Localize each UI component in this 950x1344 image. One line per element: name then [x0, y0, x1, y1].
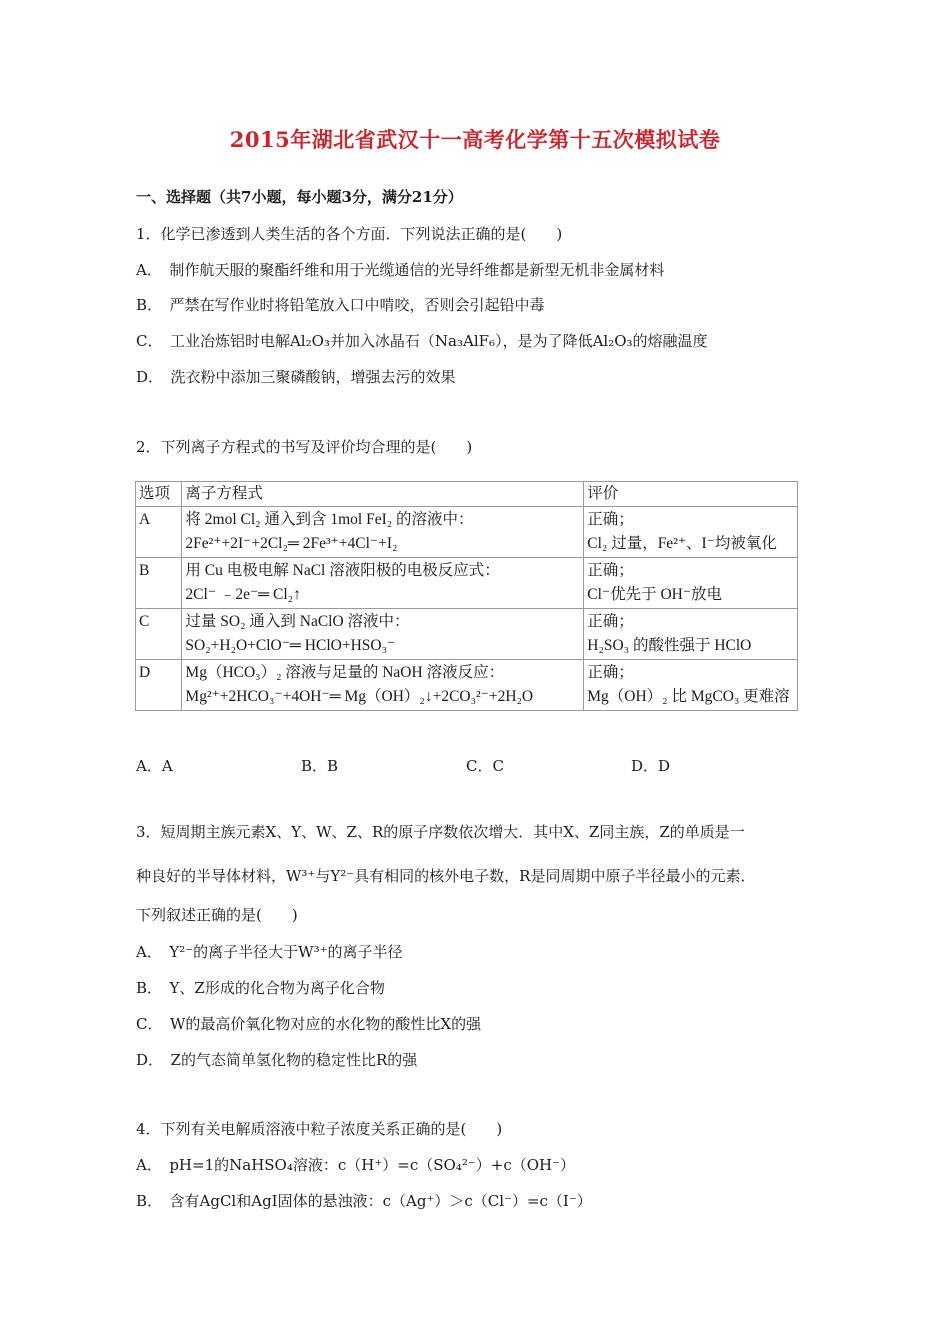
evaluation-line: 正确； — [587, 613, 634, 630]
equation-line: 2Fe²⁺+2I⁻+2Cl₂═ 2Fe³⁺+4Cl⁻+I₂ — [185, 535, 398, 552]
row-evaluation — [584, 558, 798, 609]
evaluation-line: Cl⁻优先于 OH⁻放电 — [587, 586, 723, 603]
table-row — [136, 609, 798, 660]
q4-option-a: A． pH=1的NaHSO₄溶液：c（H⁺）=c（SO₄²⁻）+c（OH⁻） — [136, 1156, 576, 1174]
table-row — [136, 507, 798, 558]
q3-stem-line1: 3．短周期主族元素X、Y、W、Z、R的原子序数依次增大．其中X、Z同主族，Z的单质是一 — [136, 823, 745, 841]
header-evaluation: 评价 — [584, 482, 798, 507]
evaluation-line: Mg（OH）₂ 比 MgCO₃ 更难溶 — [587, 688, 790, 705]
row-option: C — [136, 609, 182, 660]
q3-option-b: B． Y、Z形成的化合物为离子化合物 — [136, 979, 385, 997]
equation-line: 将 2mol Cl₂ 通入到含 1mol FeI₂ 的溶液中： — [185, 511, 474, 528]
evaluation-line: 正确； — [587, 511, 634, 528]
header-option: 选项 — [136, 482, 182, 507]
table-row — [136, 660, 798, 711]
q3-stem-line2: 种良好的半导体材料，W³⁺与Y²⁻具有相同的核外电子数，R是同周期中原子半径最小的元素． — [136, 867, 756, 885]
q2-choices — [136, 755, 836, 776]
equation-line: 用 Cu 电极电解 NaCl 溶液阳极的电极反应式： — [185, 562, 500, 579]
q3-option-d: D． Z的气态简单氢化物的稳定性比R的强 — [136, 1051, 418, 1069]
q2-stem: 2．下列离子方程式的书写及评价均合理的是( ) — [136, 438, 473, 456]
row-evaluation — [584, 609, 798, 660]
row-evaluation — [584, 660, 798, 711]
row-equation — [182, 558, 584, 609]
q1-option-d: D． 洗衣粉中添加三聚磷酸钠，增强去污的效果 — [136, 368, 456, 386]
q2-choice-a: A．A — [136, 757, 173, 775]
equation-line: 2Cl⁻ ﹣2e⁻═ Cl₂↑ — [185, 586, 301, 603]
section-heading: 一、选择题（共7小题，每小题3分，满分21分） — [136, 188, 463, 206]
row-option: B — [136, 558, 182, 609]
evaluation-line: Cl₂ 过量，Fe²⁺、I⁻均被氧化 — [587, 535, 777, 552]
q1-option-c: C． 工业冶炼铝时电解Al₂O₃并加入冰晶石（Na₃AlF₆），是为了降低Al₂O₃的熔融温度 — [136, 332, 708, 350]
row-equation — [182, 660, 584, 711]
q1-stem: 1．化学已渗透到人类生活的各个方面．下列说法正确的是( ) — [136, 225, 563, 243]
row-equation — [182, 507, 584, 558]
q2-choice-b: B．B — [301, 757, 339, 775]
q1-option-b: B． 严禁在写作业时将铅笔放入口中啃咬，否则会引起铅中毒 — [136, 296, 545, 314]
q2-choice-c: C．C — [466, 757, 504, 775]
page-title: 2015年湖北省武汉十一高考化学第十五次模拟试卷 — [229, 127, 721, 152]
q3-option-c: C． W的最高价氧化物对应的水化物的酸性比X的强 — [136, 1015, 482, 1033]
q3-option-a: A． Y²⁻的离子半径大于W³⁺的离子半径 — [136, 943, 403, 961]
q2-table — [135, 481, 798, 711]
table-header-row — [136, 482, 798, 507]
table-row — [136, 558, 798, 609]
q3-stem-line3: 下列叙述正确的是( ) — [136, 906, 298, 924]
row-evaluation — [584, 507, 798, 558]
evaluation-line: 正确； — [587, 664, 634, 681]
equation-line: SO₂+H₂O+ClO⁻═ HClO+HSO₃⁻ — [185, 637, 396, 654]
header-equation: 离子方程式 — [182, 482, 584, 507]
evaluation-line: 正确； — [587, 562, 634, 579]
row-equation — [182, 609, 584, 660]
equation-line: Mg（HCO₃）₂ 溶液与足量的 NaOH 溶液反应： — [185, 664, 505, 681]
row-option: A — [136, 507, 182, 558]
equation-line: Mg²⁺+2HCO₃⁻+4OH⁻═ Mg（OH）₂↓+2CO₃²⁻+2H₂O — [185, 688, 534, 705]
q2-choice-d: D．D — [631, 757, 671, 775]
row-option: D — [136, 660, 182, 711]
q4-stem: 4．下列有关电解质溶液中粒子浓度关系正确的是( ) — [136, 1120, 503, 1138]
evaluation-line: H₂SO₃ 的酸性强于 HClO — [587, 637, 752, 654]
q1-option-a: A． 制作航天服的聚酯纤维和用于光缆通信的光导纤维都是新型无机非金属材料 — [136, 261, 665, 279]
q4-option-b: B． 含有AgCl和AgI固体的悬浊液：c（Ag⁺）＞c（Cl⁻）=c（I⁻） — [136, 1192, 592, 1210]
equation-line: 过量 SO₂ 通入到 NaClO 溶液中： — [185, 613, 410, 630]
